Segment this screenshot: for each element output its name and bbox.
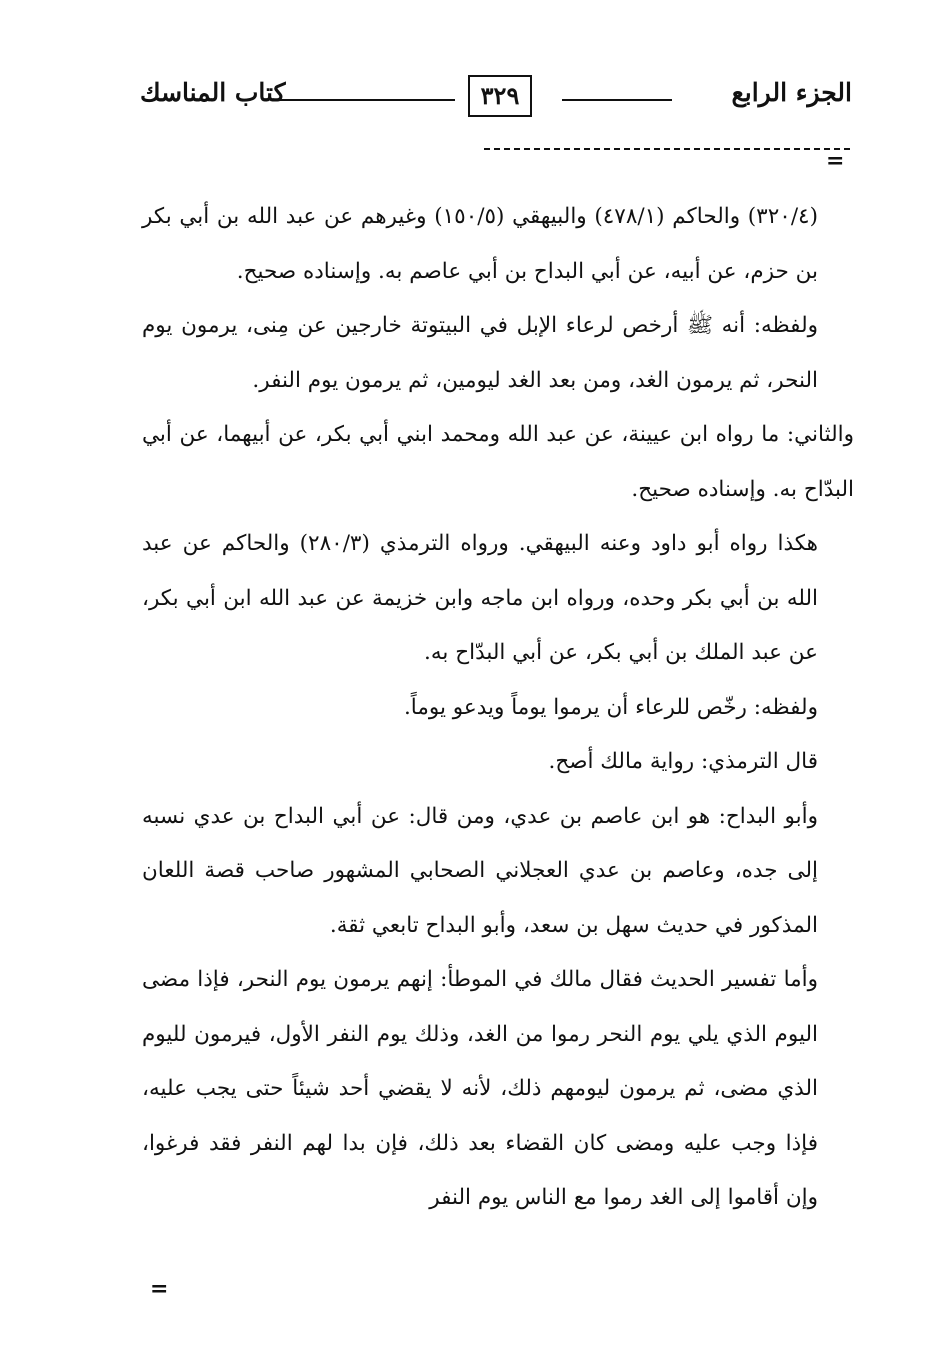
continuation-mark-bottom: = xyxy=(150,1276,169,1302)
page-header xyxy=(140,72,852,122)
paragraph: هكذا رواه أبو داود وعنه البيهقي. ورواه الترمذي (٢٨٠/٣) والحاكم عن عبد الله بن أبي بكر وحده، ورواه ابن ماجه وابن خزيمة عن عبد الله ابن أبي بكر، عن عبد الملك بن أبي بكر، عن أبي البدّاح به. xyxy=(142,531,818,665)
paragraph: ولفظه: رخّص للرعاء أن يرموا يوماً ويدعو يوماً. xyxy=(403,694,818,720)
page-body xyxy=(142,190,854,1226)
paragraph: وأما تفسير الحديث فقال مالك في الموطأ: إنهم يرمون يوم النحر، فإذا مضى اليوم الذي يلي يوم النحر رموا من الغد، وذلك يوم النفر الأول، فيرمون لليوم الذي مضى، ثم يرمون ليومهم ذلك، لأنه لا يقضي أحد شيئاً حتى يجب عليه، فإذا وجب عليه ومضى كان القضاء بعد ذلك، فإن بدا لهم النفر فقد فرغوا، وإن أقاموا إلى الغد رموا مع الناس يوم النفر xyxy=(142,967,818,1210)
paragraph: ولفظه: أنه ﷺ أرخص لرعاء الإبل في البيتوتة خارجين عن مِنى، يرمون يوم النحر، ثم يرمون الغد، ومن بعد الغد ليومين، ثم يرمون يوم النفر. xyxy=(142,313,818,393)
continuation-mark-top: = xyxy=(826,148,845,174)
header-dashed-rule xyxy=(484,148,850,150)
paragraph: والثاني: ما رواه ابن عيينة، عن عبد الله ومحمد ابني أبي بكر، عن أبيهما، عن أبي البدّاح به. وإسناده صحيح. xyxy=(142,422,854,502)
volume-title: الجزء الرابع xyxy=(731,78,852,107)
paragraph: وأبو البداح: هو ابن عاصم بن عدي، ومن قال: عن أبي البداح بن عدي نسبه إلى جده، وعاصم بن عدي العجلاني الصحابي المشهور صاحب قصة اللعان المذكور في حديث سهل بن سعد، وأبو البداح تابعي ثقة. xyxy=(142,803,818,938)
page-number: ٣٢٩ xyxy=(468,75,532,117)
paragraph: قال الترمذي: رواية مالك أصح. xyxy=(548,749,818,774)
header-rule-right xyxy=(562,99,672,101)
chapter-title: كتاب المناسك xyxy=(140,78,286,107)
header-rule-left xyxy=(278,99,455,101)
paragraph: (٣٢٠/٤) والحاكم (٤٧٨/١) والبيهقي (١٥٠/٥) وغيرهم عن عبد الله بن أبي بكر بن حزم، عن أبيه، عن أبي البداح بن أبي عاصم به. وإسناده صحيح. xyxy=(142,204,818,284)
